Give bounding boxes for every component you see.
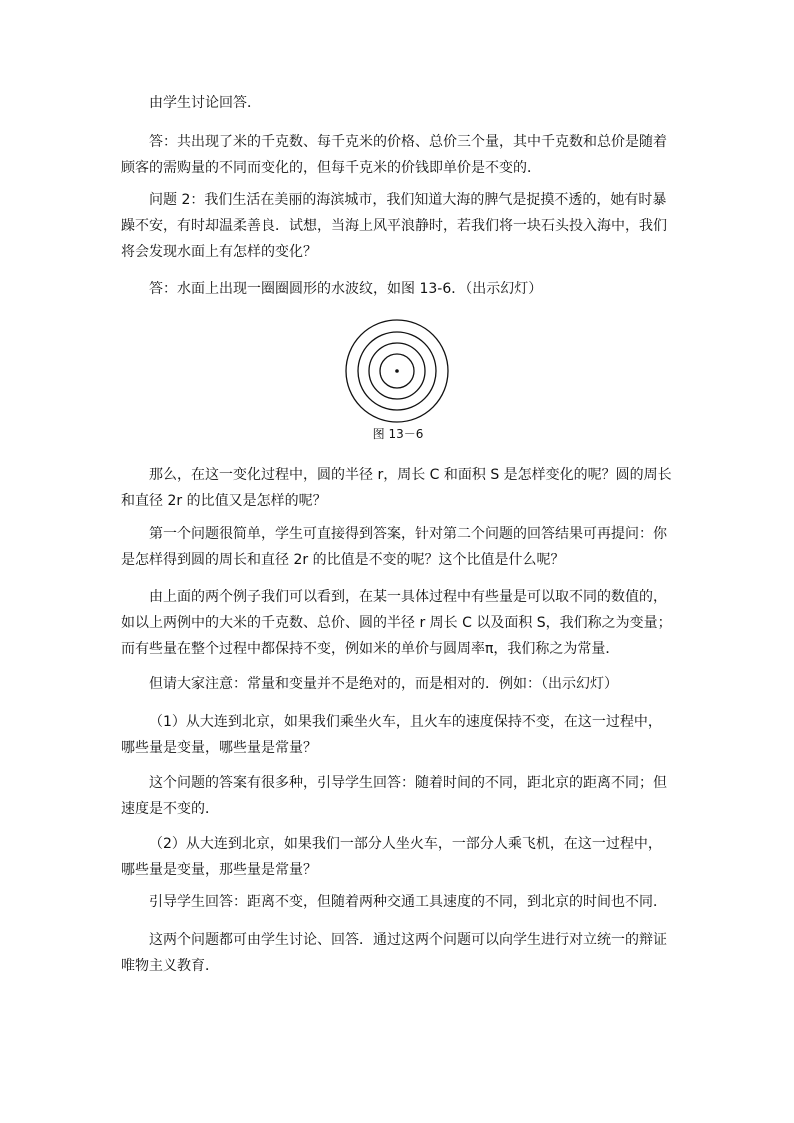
paragraph-6: 第一个问题很简单，学生可直接得到答案，针对第二个问题的回答结果可再提问：你是怎样得到圆的周长和直径 2r 的比值是不变的呢？这个比值是什么呢？ (121, 526, 667, 568)
paragraph-10: 这个问题的答案有很多种，引导学生回答：随着时间的不同，距北京的距离不同；但速度是不变的． (121, 775, 667, 817)
ripple-center-dot (395, 369, 399, 373)
paragraph-4: 答：水面上出现一圈圈圆形的水波纹，如图 13-6．（出示幻灯） (149, 281, 543, 297)
paragraph-5: 那么，在这一变化过程中，圆的半径 r，周长 C 和面积 S 是怎样变化的呢？圆的周长和直径 2r 的比值又是怎样的呢？ (121, 467, 672, 509)
figure-caption: 图 13－6 (372, 427, 424, 441)
paragraph-7: 由上面的两个例子我们可以看到，在某一具体过程中有些量是可以取不同的数值的，如以上两例中的大米的千克数、总价、圆的半径 r 周长 C 以及面积 S，我们称之为变量；而有些量在整个过程中都保持不变，例如米的单价与圆周率π，我们称之为常量． (121, 589, 672, 657)
ripple-rings-graphic (344, 318, 450, 424)
paragraph-1: 由学生讨论回答． (149, 95, 261, 111)
paragraph-3: 问题 2：我们生活在美丽的海滨城市，我们知道大海的脾气是捉摸不透的，她有时暴躁不安，有时却温柔善良．试想，当海上风平浪静时，若我们将一块石头投入海中，我们将会发现水面上有怎样的变化？ (121, 192, 667, 260)
paragraph-13: 这两个问题都可由学生讨论、回答．通过这两个问题可以向学生进行对立统一的辩证唯物主义教育． (121, 932, 667, 974)
concentric-ripple-figure (344, 318, 450, 424)
paragraph-8: 但请大家注意：常量和变量并不是绝对的，而是相对的．例如：（出示幻灯） (149, 676, 618, 692)
paragraph-12: 引导学生回答：距离不变，但随着两种交通工具速度的不同，到北京的时间也不同． (149, 894, 667, 910)
paragraph-11: （2）从大连到北京，如果我们一部分人坐火车，一部分人乘飞机，在这一过程中，哪些量是变量，那些量是常量？ (121, 836, 662, 878)
paragraph-9: （1）从大连到北京，如果我们乘坐火车，且火车的速度保持不变，在这一过程中，哪些量是变量，哪些量是常量？ (121, 714, 662, 756)
paragraph-2: 答：共出现了米的千克数、每千克米的价格、总价三个量，其中千克数和总价是随着顾客的需购量的不同而变化的，但每千克米的价钱即单价是不变的． (121, 134, 667, 176)
